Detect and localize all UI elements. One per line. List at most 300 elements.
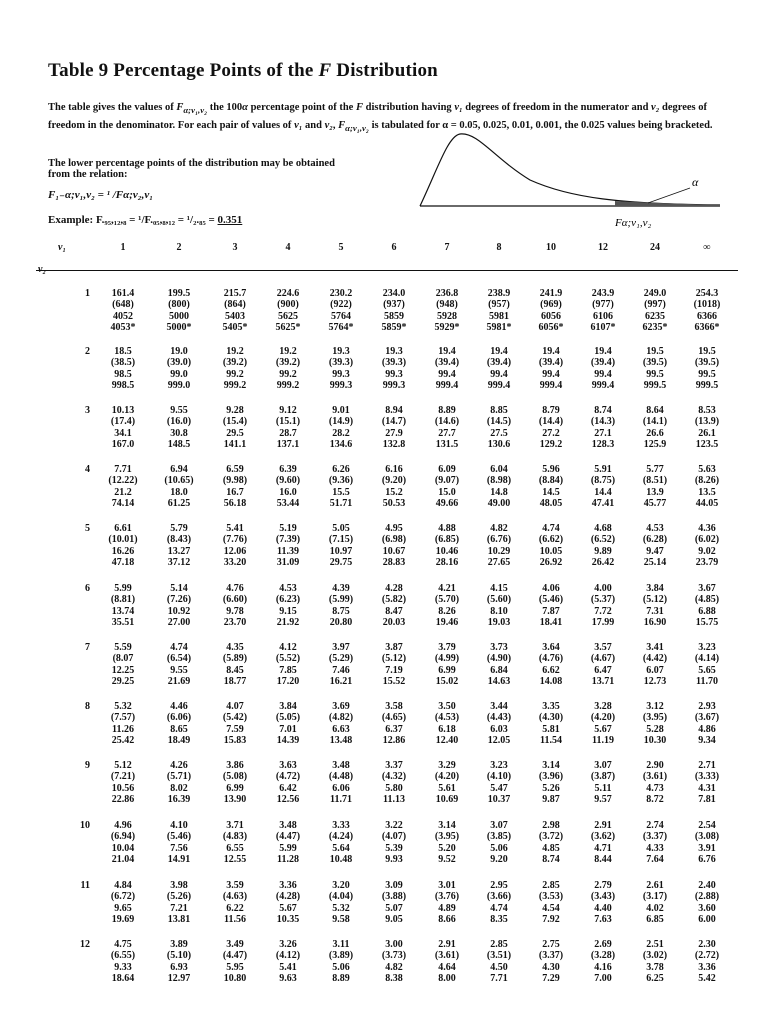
- cell-value: (7.39): [275, 534, 301, 546]
- cell-value: (5.46): [538, 594, 564, 606]
- table-cell: [318, 880, 364, 925]
- table-cell: [632, 701, 678, 746]
- cell-value: 6235*: [642, 321, 668, 333]
- cell-value: 9.65: [114, 902, 132, 914]
- cell-value: (3.61): [642, 771, 668, 783]
- cell-value: 3.91: [698, 842, 716, 854]
- cell-value: 3.09: [385, 880, 403, 891]
- table-row: [48, 939, 738, 995]
- cell-value: 2.69: [594, 939, 612, 950]
- cell-value: 15.2: [385, 486, 403, 498]
- cell-value: 14.4: [594, 486, 612, 498]
- cell-value: 8.38: [385, 972, 403, 984]
- table-cell: [684, 583, 730, 628]
- table-cell: [580, 405, 626, 450]
- cell-value: 23.70: [223, 616, 247, 628]
- table-cell: [580, 880, 626, 925]
- cell-value: 9.05: [385, 913, 403, 925]
- cell-value: 5.28: [646, 723, 664, 735]
- table-cell: [212, 820, 258, 865]
- cell-value: 6.88: [698, 605, 716, 617]
- cell-value: (3.76): [434, 891, 460, 903]
- table-cell: [684, 939, 730, 984]
- cell-value: (5.42): [222, 712, 248, 724]
- cell-value: (14.6): [434, 416, 460, 428]
- cell-value: 4.46: [170, 701, 188, 712]
- table-cell: [371, 523, 417, 568]
- cell-value: 13.5: [698, 486, 716, 498]
- cell-value: 18.0: [170, 486, 188, 498]
- cell-value: (7.57): [110, 712, 136, 724]
- cell-value: (8.98): [486, 475, 512, 487]
- cell-value: 20.03: [382, 616, 406, 628]
- table-cell: [580, 939, 626, 984]
- cell-value: 15.0: [438, 486, 456, 498]
- cell-value: (969): [540, 299, 562, 311]
- cell-value: 2.71: [698, 760, 716, 771]
- table-cell: [371, 583, 417, 628]
- cell-value: 4.86: [698, 723, 716, 735]
- cell-value: (39.4): [538, 357, 564, 369]
- table-row: [48, 583, 738, 639]
- cell-value: (648): [112, 299, 134, 311]
- table-cell: [156, 820, 202, 865]
- cell-value: 13.9: [646, 486, 664, 498]
- cell-value: (3.37): [642, 831, 668, 843]
- cell-value: 56.18: [223, 497, 247, 509]
- cell-value: 234.0: [382, 288, 406, 299]
- cell-value: (3.67): [694, 712, 720, 724]
- table-cell: [371, 405, 417, 450]
- cell-value: 3.73: [490, 642, 508, 653]
- cell-value: 10.80: [223, 972, 247, 984]
- cell-value: 6.85: [646, 913, 664, 925]
- cell-value: 6.59: [226, 464, 244, 475]
- cell-value: 3.64: [542, 642, 560, 653]
- cell-value: (800): [168, 299, 190, 311]
- cell-value: 131.5: [435, 438, 459, 450]
- cell-value: 12.97: [167, 972, 191, 984]
- cell-value: 25.14: [643, 556, 667, 568]
- cell-value: 7.71: [490, 972, 508, 984]
- cell-value: (5.52): [275, 653, 301, 665]
- cell-value: (4.99): [434, 653, 460, 665]
- cell-value: 6.62: [542, 664, 560, 676]
- cell-value: (4.90): [486, 653, 512, 665]
- cell-value: (4.82): [328, 712, 354, 724]
- cell-value: 28.2: [332, 427, 350, 439]
- cell-value: 7.29: [542, 972, 560, 984]
- table-cell: [156, 288, 202, 333]
- cell-value: 241.9: [539, 288, 563, 299]
- table-cell: [212, 288, 258, 333]
- cell-value: 2.51: [646, 939, 664, 950]
- cell-value: 5.12: [114, 760, 132, 771]
- cell-value: 7.85: [279, 664, 297, 676]
- cell-value: 74.14: [111, 497, 135, 509]
- alpha-label: α: [692, 175, 699, 189]
- table-cell: [100, 701, 146, 746]
- cell-value: 6.16: [385, 464, 403, 475]
- table-cell: [265, 642, 311, 687]
- table-cell: [528, 760, 574, 805]
- table-cell: [684, 701, 730, 746]
- table-cell: [318, 288, 364, 333]
- cell-value: 5000: [169, 310, 189, 322]
- cell-value: 53.44: [276, 497, 300, 509]
- column-header: 3: [232, 242, 238, 253]
- cell-value: 10.30: [643, 734, 667, 746]
- cell-value: 6.09: [438, 464, 456, 475]
- cell-value: 2.40: [698, 880, 716, 891]
- cell-value: 19.5: [646, 346, 664, 357]
- table-cell: [318, 346, 364, 391]
- cell-value: 8.02: [170, 782, 188, 794]
- cell-value: 28.7: [279, 427, 297, 439]
- cell-value: 5.41: [279, 961, 297, 973]
- cell-value: (15.4): [222, 416, 248, 428]
- cell-value: 7.56: [170, 842, 188, 854]
- row-label: 9: [85, 760, 90, 771]
- table-cell: [424, 523, 470, 568]
- cell-value: 9.12: [279, 405, 297, 416]
- cell-value: 5.32: [332, 902, 350, 914]
- cell-value: 5928: [437, 310, 457, 322]
- cell-value: 3.00: [385, 939, 403, 950]
- cell-value: 9.58: [332, 913, 350, 925]
- table-cell: [632, 464, 678, 509]
- cell-value: 18.5: [114, 346, 132, 357]
- cell-value: (8.26): [694, 475, 720, 487]
- cell-value: (1018): [693, 299, 721, 311]
- cell-value: 11.56: [224, 913, 246, 925]
- table-cell: [371, 820, 417, 865]
- table-cell: [476, 464, 522, 509]
- table-cell: [580, 523, 626, 568]
- cell-value: 11.28: [277, 853, 299, 865]
- cell-value: (7.76): [222, 534, 248, 546]
- cell-value: 9.15: [279, 605, 297, 617]
- cell-value: 9.34: [698, 734, 716, 746]
- cell-value: 16.39: [167, 793, 191, 805]
- cell-value: 21.2: [114, 486, 132, 498]
- table-row: [48, 523, 738, 579]
- cell-value: 10.29: [487, 545, 511, 557]
- cell-value: 3.07: [490, 820, 508, 831]
- cell-value: (3.87): [590, 771, 616, 783]
- cell-value: 16.21: [329, 675, 353, 687]
- cell-value: (3.62): [590, 831, 616, 843]
- cell-value: 6.63: [332, 723, 350, 735]
- cell-value: (14.5): [486, 416, 512, 428]
- cell-value: (937): [383, 299, 405, 311]
- cell-value: 7.81: [698, 793, 716, 805]
- cell-value: 238.9: [487, 288, 511, 299]
- cell-value: 8.85: [490, 405, 508, 416]
- cell-value: 18.49: [167, 734, 191, 746]
- cell-value: (3.51): [486, 950, 512, 962]
- cell-value: 999.0: [167, 379, 191, 391]
- cell-value: 26.6: [646, 427, 664, 439]
- cell-value: 3.89: [170, 939, 188, 950]
- cell-value: (6.55): [110, 950, 136, 962]
- cell-value: 5.06: [490, 842, 508, 854]
- cell-value: 11.54: [540, 734, 562, 746]
- cell-value: (4.12): [275, 950, 301, 962]
- cell-value: (39.5): [694, 357, 720, 369]
- cell-value: 2.79: [594, 880, 612, 891]
- cell-value: 12.56: [276, 793, 300, 805]
- cell-value: 19.5: [698, 346, 716, 357]
- table-cell: [684, 464, 730, 509]
- cell-value: (8.43): [166, 534, 192, 546]
- table-cell: [100, 523, 146, 568]
- cell-value: 7.63: [594, 913, 612, 925]
- cell-value: (3.43): [590, 891, 616, 903]
- cell-value: 4.07: [226, 701, 244, 712]
- cell-value: 37.12: [167, 556, 191, 568]
- column-header: ∞: [703, 242, 711, 253]
- cell-value: (4.28): [275, 891, 301, 903]
- cell-value: 10.05: [539, 545, 563, 557]
- cell-value: 243.9: [591, 288, 615, 299]
- table-cell: [424, 583, 470, 628]
- table-cell: [424, 760, 470, 805]
- table-cell: [318, 701, 364, 746]
- cell-value: 5981: [489, 310, 509, 322]
- table-cell: [632, 288, 678, 333]
- column-header: 24: [650, 242, 660, 253]
- cell-value: (2.88): [694, 891, 720, 903]
- cell-value: 15.75: [695, 616, 719, 628]
- cell-value: 9.55: [170, 664, 188, 676]
- cell-value: 224.6: [276, 288, 300, 299]
- cell-value: (4.85): [694, 594, 720, 606]
- cell-value: (900): [277, 299, 299, 311]
- cell-value: (6.85): [434, 534, 460, 546]
- cell-value: 6107*: [590, 321, 616, 333]
- table-cell: [528, 642, 574, 687]
- cell-value: (5.08): [222, 771, 248, 783]
- cell-value: 2.95: [490, 880, 508, 891]
- cell-value: 14.5: [542, 486, 560, 498]
- cell-value: 19.46: [435, 616, 459, 628]
- relation-formula: F₁₋α;ν₁,ν₂ = ¹ /Fα;ν₂,ν₁: [48, 189, 154, 201]
- table-cell: [156, 760, 202, 805]
- table-cell: [318, 939, 364, 984]
- table-cell: [632, 939, 678, 984]
- cell-value: 12.25: [111, 664, 135, 676]
- table-cell: [212, 642, 258, 687]
- cell-value: 20.80: [329, 616, 353, 628]
- cell-value: 29.25: [111, 675, 135, 687]
- cell-value: 6.22: [226, 902, 244, 914]
- cell-value: 30.8: [170, 427, 188, 439]
- cell-value: 12.86: [382, 734, 406, 746]
- table-cell: [424, 346, 470, 391]
- table-cell: [632, 820, 678, 865]
- table-cell: [580, 820, 626, 865]
- cell-value: 17.20: [276, 675, 300, 687]
- cell-value: 5.64: [332, 842, 350, 854]
- cell-value: 5.05: [332, 523, 350, 534]
- table-cell: [156, 701, 202, 746]
- table-cell: [100, 642, 146, 687]
- table-cell: [580, 464, 626, 509]
- cell-value: 4.21: [438, 583, 456, 594]
- cell-value: (14.1): [642, 416, 668, 428]
- table-cell: [318, 760, 364, 805]
- cell-value: 3.12: [646, 701, 664, 712]
- cell-value: (3.17): [642, 891, 668, 903]
- table-cell: [318, 523, 364, 568]
- cell-value: 7.64: [646, 853, 664, 865]
- row-label: 8: [85, 701, 90, 712]
- cell-value: 9.55: [170, 405, 188, 416]
- cell-value: 8.94: [385, 405, 403, 416]
- cell-value: 10.35: [276, 913, 300, 925]
- cell-value: 7.72: [594, 605, 612, 617]
- table-cell: [528, 464, 574, 509]
- cell-value: 5.91: [594, 464, 612, 475]
- cell-value: (4.53): [434, 712, 460, 724]
- cell-value: 5.81: [542, 723, 560, 735]
- cell-value: 10.56: [111, 782, 135, 794]
- cell-value: (4.07): [381, 831, 407, 843]
- cell-value: 9.01: [332, 405, 350, 416]
- cell-value: 19.4: [490, 346, 508, 357]
- cell-value: (4.76): [538, 653, 564, 665]
- table-cell: [265, 820, 311, 865]
- cell-value: 5.77: [646, 464, 664, 475]
- cell-value: (4.83): [222, 831, 248, 843]
- cell-value: 99.5: [698, 368, 716, 380]
- cell-value: (4.48): [328, 771, 354, 783]
- cell-value: 7.59: [226, 723, 244, 735]
- cell-value: 4.73: [646, 782, 664, 794]
- cell-value: 4052: [113, 310, 133, 322]
- cell-value: (14.7): [381, 416, 407, 428]
- cell-value: 23.79: [695, 556, 719, 568]
- cell-value: 10.13: [111, 405, 135, 416]
- table-cell: [156, 405, 202, 450]
- cell-value: 199.5: [167, 288, 191, 299]
- table-cell: [528, 288, 574, 333]
- cell-value: (6.52): [590, 534, 616, 546]
- cell-value: 21.04: [111, 853, 135, 865]
- cell-value: (39.2): [275, 357, 301, 369]
- cell-value: 236.8: [435, 288, 459, 299]
- cell-value: 3.87: [385, 642, 403, 653]
- cell-value: 6235: [645, 310, 665, 322]
- cell-value: 4.33: [646, 842, 664, 854]
- cell-value: 3.48: [279, 820, 297, 831]
- table-cell: [528, 583, 574, 628]
- cell-value: 26.92: [539, 556, 563, 568]
- cell-value: 11.26: [112, 723, 134, 735]
- cell-value: 5.42: [698, 972, 716, 984]
- cell-value: 49.00: [487, 497, 511, 509]
- cell-value: (5.71): [166, 771, 192, 783]
- cell-value: 26.42: [591, 556, 615, 568]
- cell-value: 2.98: [542, 820, 560, 831]
- cell-value: 6.99: [438, 664, 456, 676]
- cell-value: 8.26: [438, 605, 456, 617]
- cell-value: 3.23: [698, 642, 716, 653]
- cell-value: 5.47: [490, 782, 508, 794]
- cell-value: 6.39: [279, 464, 297, 475]
- table-cell: [100, 464, 146, 509]
- table-cell: [632, 346, 678, 391]
- cell-value: 11.39: [277, 545, 299, 557]
- cell-value: 999.2: [276, 379, 300, 391]
- cell-value: 4.26: [170, 760, 188, 771]
- cell-value: 4.82: [385, 961, 403, 973]
- cell-value: 5.99: [279, 842, 297, 854]
- cell-value: 998.5: [111, 379, 135, 391]
- cell-value: 5.20: [438, 842, 456, 854]
- cell-value: (39.4): [434, 357, 460, 369]
- table-cell: [371, 288, 417, 333]
- example-line: Example: F.₉₅,₁₂,₈ = ¹/F.₀₅,₈,₁₂ = ¹/₂.₈₅ = 0.351: [48, 214, 243, 226]
- cell-value: 134.6: [329, 438, 353, 450]
- cell-value: 4.30: [542, 961, 560, 973]
- row-label: 12: [80, 939, 90, 950]
- cell-value: 8.10: [490, 605, 508, 617]
- table-row: [48, 820, 738, 876]
- table-row: [48, 760, 738, 816]
- cell-value: 141.1: [223, 438, 247, 450]
- cell-value: 5.67: [594, 723, 612, 735]
- cell-value: 5403: [225, 310, 245, 322]
- cell-value: 5.11: [594, 782, 612, 794]
- cell-value: (6.02): [694, 534, 720, 546]
- table-cell: [371, 760, 417, 805]
- cell-value: (4.72): [275, 771, 301, 783]
- cell-value: 9.47: [646, 545, 664, 557]
- cell-value: 3.71: [226, 820, 244, 831]
- cell-value: (38.5): [110, 357, 136, 369]
- cell-value: (9.60): [275, 475, 301, 487]
- cell-value: (5.12): [381, 653, 407, 665]
- cell-value: 3.44: [490, 701, 508, 712]
- cell-value: (4.63): [222, 891, 248, 903]
- cell-value: 3.37: [385, 760, 403, 771]
- row-label: 3: [85, 405, 90, 416]
- table-cell: [580, 346, 626, 391]
- cell-value: 5.61: [438, 782, 456, 794]
- cell-value: 4.74: [542, 523, 560, 534]
- cell-value: 4.10: [170, 820, 188, 831]
- cell-value: 3.29: [438, 760, 456, 771]
- cell-value: 4.85: [542, 842, 560, 854]
- cell-value: 10.04: [111, 842, 135, 854]
- cell-value: 99.4: [594, 368, 612, 380]
- cell-value: 3.57: [594, 642, 612, 653]
- cell-value: (5.82): [381, 594, 407, 606]
- cell-value: (977): [592, 299, 614, 311]
- table-cell: [156, 880, 202, 925]
- cell-value: 3.60: [698, 902, 716, 914]
- cell-value: 5929*: [434, 321, 460, 333]
- cell-value: 26.1: [698, 427, 716, 439]
- table-row: [48, 464, 738, 520]
- cell-value: (4.47): [275, 831, 301, 843]
- table-cell: [265, 701, 311, 746]
- cell-value: 6106: [593, 310, 613, 322]
- cell-value: 2.85: [542, 880, 560, 891]
- cell-value: 6.99: [226, 782, 244, 794]
